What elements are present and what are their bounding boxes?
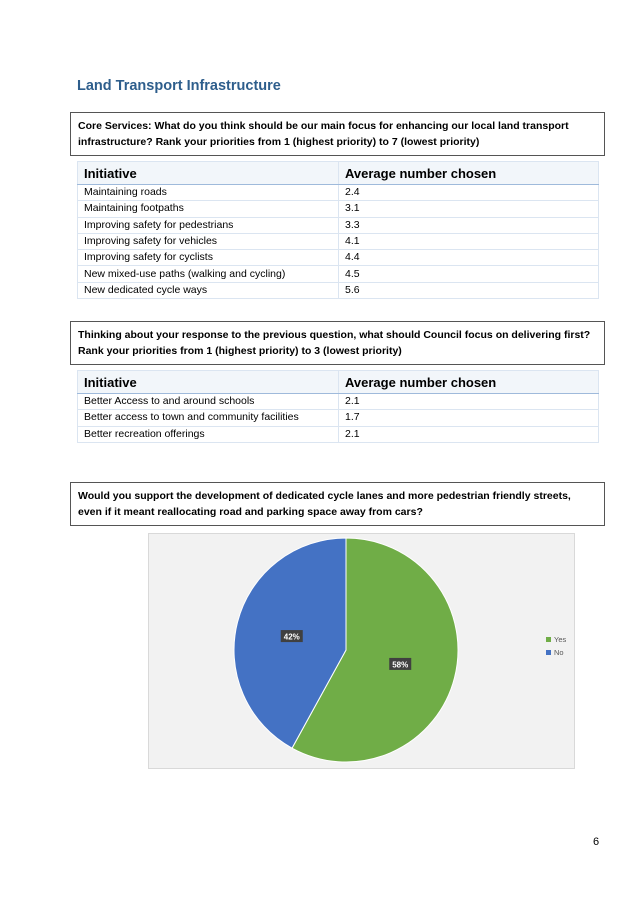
- average-cell: 5.6: [339, 282, 599, 298]
- data-label-no: [281, 630, 303, 642]
- average-cell: 4.4: [339, 250, 599, 266]
- average-cell: 1.7: [339, 410, 599, 426]
- column-header-initiative: Initiative: [78, 371, 339, 394]
- table-header-row: [78, 162, 599, 185]
- svg-text:Yes: Yes: [554, 635, 567, 644]
- initiative-cell: Maintaining footpaths: [78, 201, 339, 217]
- svg-text:No: No: [554, 648, 564, 657]
- question-box-cycle-lanes: Would you support the development of dedicated cycle lanes and more pedestrian friendly streets, even if it meant reallocating road and parking space away from cars?: [70, 482, 605, 526]
- column-header-average: Average number chosen: [339, 162, 599, 185]
- initiative-cell: Improving safety for vehicles: [78, 233, 339, 249]
- initiative-cell: New dedicated cycle ways: [78, 282, 339, 298]
- table-row: [78, 201, 599, 217]
- table-row: [78, 394, 599, 410]
- average-cell: 2.1: [339, 394, 599, 410]
- data-label-yes: [389, 658, 411, 670]
- average-cell: 2.4: [339, 185, 599, 201]
- initiative-cell: Improving safety for pedestrians: [78, 217, 339, 233]
- pie-chart-area: [148, 533, 575, 769]
- legend-item-no: [546, 648, 564, 657]
- table-delivery-priority: [77, 370, 599, 443]
- table-row: [78, 410, 599, 426]
- initiative-cell: New mixed-use paths (walking and cycling): [78, 266, 339, 282]
- table-row: [78, 233, 599, 249]
- average-cell: 2.1: [339, 426, 599, 442]
- initiative-cell: Improving safety for cyclists: [78, 250, 339, 266]
- table-row: [78, 250, 599, 266]
- initiative-cell: Better access to town and community facilities: [78, 410, 339, 426]
- table-header-row: [78, 371, 599, 394]
- average-cell: 4.5: [339, 266, 599, 282]
- table-row: [78, 266, 599, 282]
- pie-chart: [149, 534, 574, 768]
- section-heading: Land Transport Infrastructure: [77, 78, 281, 94]
- initiative-cell: Better recreation offerings: [78, 426, 339, 442]
- question-box-core-services: Core Services: What do you think should be our main focus for enhancing our local land transport infrastructure? Rank your priorities from 1 (highest priority) to 7 (lowest priority): [70, 112, 605, 156]
- initiative-cell: Better Access to and around schools: [78, 394, 339, 410]
- average-cell: 4.1: [339, 233, 599, 249]
- table-row: [78, 217, 599, 233]
- column-header-initiative: Initiative: [78, 162, 339, 185]
- table-row: [78, 282, 599, 298]
- question-box-delivery-priority: Thinking about your response to the previous question, what should Council focus on delivering first? Rank your priorities from 1 (highest priority) to 3 (lowest priority): [70, 321, 605, 365]
- table-row: [78, 426, 599, 442]
- page-number: 6: [593, 836, 600, 848]
- column-header-average: Average number chosen: [339, 371, 599, 394]
- initiative-cell: Maintaining roads: [78, 185, 339, 201]
- table-core-services: [77, 161, 599, 299]
- svg-text:58%: 58%: [392, 660, 409, 670]
- table-row: [78, 185, 599, 201]
- svg-text:42%: 42%: [283, 632, 300, 642]
- average-cell: 3.3: [339, 217, 599, 233]
- legend-item-yes: [546, 635, 566, 644]
- average-cell: 3.1: [339, 201, 599, 217]
